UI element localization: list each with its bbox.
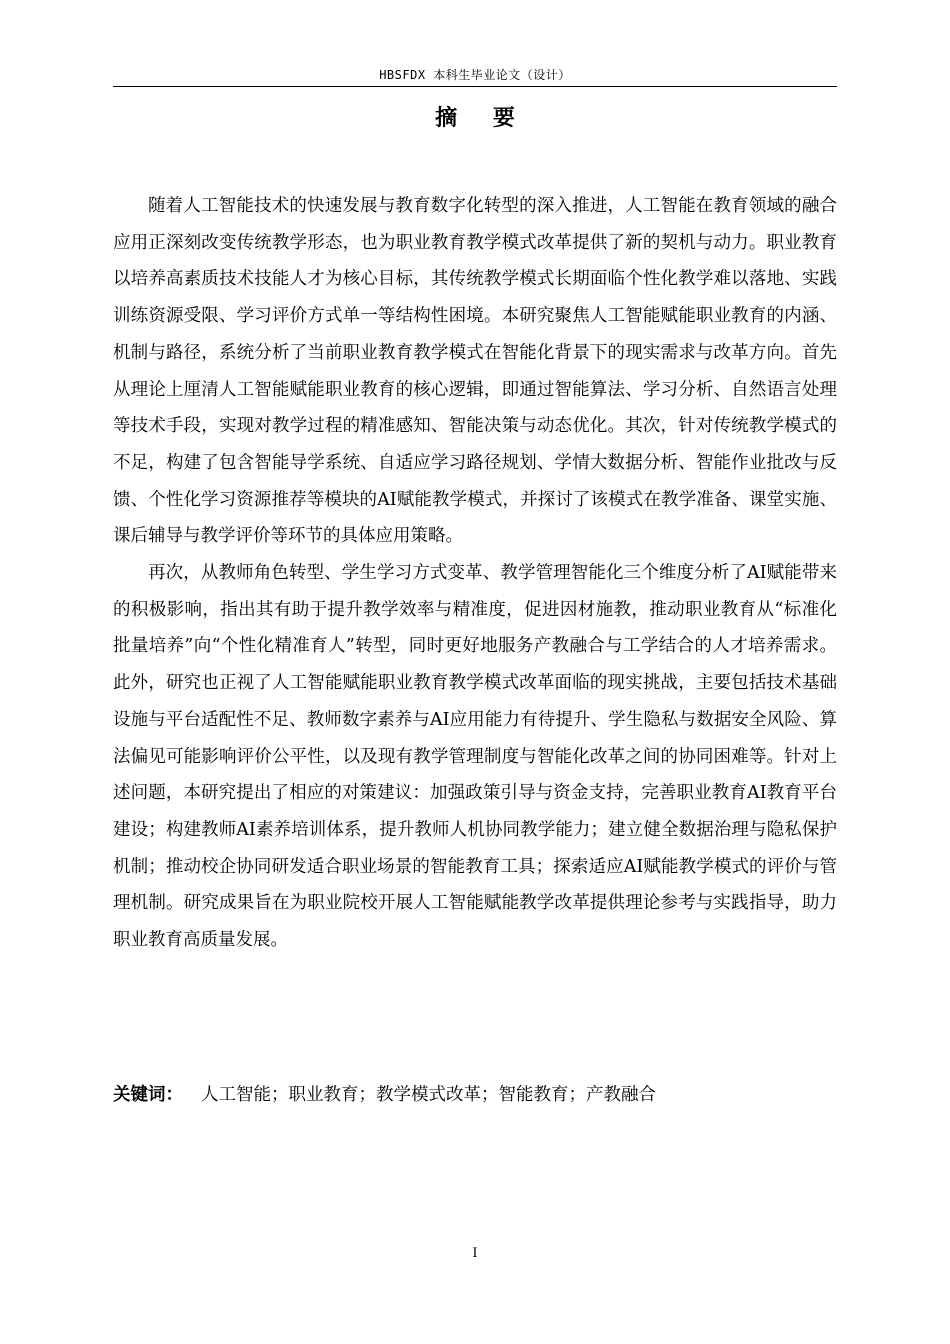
header-divider (113, 86, 837, 87)
abstract-paragraph-1: 随着人工智能技术的快速发展与教育数字化转型的深入推进，人工智能在教育领域的融合应用正深刻改变传统教学形态，也为职业教育教学模式改革提供了新的契机与动力。职业教育以培养高素质技术技能人才为核心目标，其传统教学模式长期面临个性化教学难以落地、实践训练资源受限、学习评价方式单一等结构性困境。本研究聚焦人工智能赋能职业教育的内涵、机制与路径，系统分析了当前职业教育教学模式在智能化背景下的现实需求与改革方向。首先从理论上厘清人工智能赋能职业教育的核心逻辑，即通过智能算法、学习分析、自然语言处理等技术手段，实现对教学过程的精准感知、智能决策与动态优化。其次，针对传统教学模式的不足，构建了包含智能导学系统、自适应学习路径规划、学情大数据分析、智能作业批改与反馈、个性化学习资源推荐等模块的AI赋能教学模式，并探讨了该模式在教学准备、课堂实施、课后辅导与教学评价等环节的具体应用策略。 (113, 196, 837, 547)
abstract-paragraph-2: 再次，从教师角色转型、学生学习方式变革、教学管理智能化三个维度分析了AI赋能带来的积极影响，指出其有助于提升教学效率与精准度，促进因材施教，推动职业教育从“标准化批量培养”向“个性化精准育人”转型，同时更好地服务产教融合与工学结合的人才培养需求。此外，研究也正视了人工智能赋能职业教育教学模式改革面临的现实挑战，主要包括技术基础设施与平台适配性不足、教师数字素养与AI应用能力有待提升、学生隐私与数据安全风险、算法偏见可能影响评价公平性，以及现有教学管理制度与智能化改革之间的协同困难等。针对上述问题，本研究提出了相应的对策建议：加强政策引导与资金支持，完善职业教育AI教育平台建设；构建教师AI素养培训体系，提升教师人机协同教学能力；建立健全数据治理与隐私保护机制；推动校企协同研发适合职业场景的智能教育工具；探索适应AI赋能教学模式的评价与管理机制。研究成果旨在为职业院校开展人工智能赋能教学改革提供理论参考与实践指导，助力职业教育高质量发展。 (113, 563, 837, 951)
abstract-body (113, 188, 837, 959)
page-header: HBSFDX 本科生毕业论文（设计） (379, 68, 571, 82)
page-title: 摘 要 (435, 106, 529, 131)
keywords-line (113, 1077, 837, 1113)
keywords-label: 关键词： (113, 1085, 183, 1105)
page-number: I (472, 1246, 478, 1261)
keywords-value: 人工智能；职业教育；教学模式改革；智能教育；产教融合 (201, 1085, 656, 1105)
